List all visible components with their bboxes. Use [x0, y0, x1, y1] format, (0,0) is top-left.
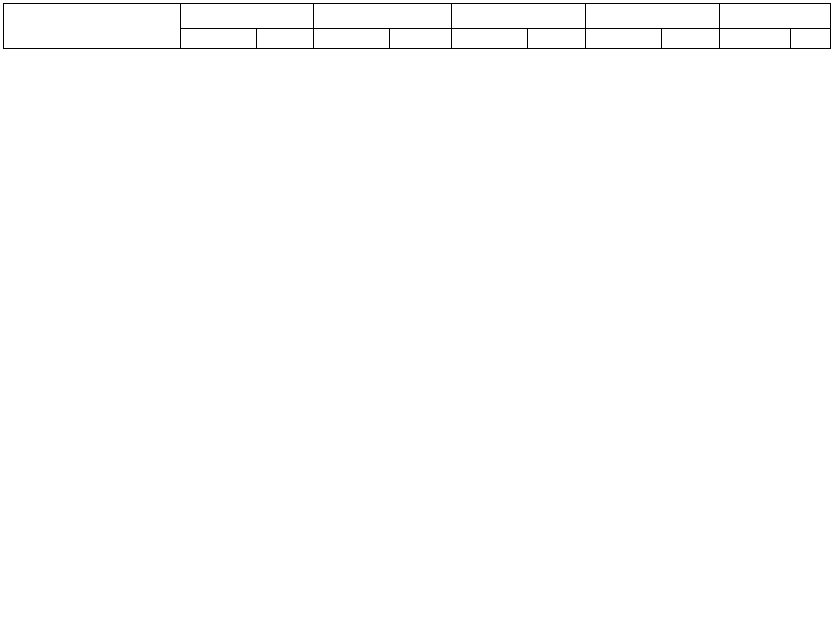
- regions-header: [4, 4, 181, 49]
- date-header: [720, 4, 831, 29]
- weather-header: [390, 29, 452, 49]
- weather-header: [257, 29, 314, 49]
- temp-header: [314, 29, 390, 49]
- date-header: [586, 4, 720, 29]
- temp-header: [452, 29, 528, 49]
- date-header: [181, 4, 314, 29]
- temp-header: [586, 29, 662, 49]
- temp-header: [181, 29, 257, 49]
- date-header: [314, 4, 452, 29]
- weather-header: [662, 29, 720, 49]
- forecast-table: [3, 3, 831, 49]
- temp-header: [720, 29, 791, 49]
- weather-header: [528, 29, 586, 49]
- date-header: [452, 4, 586, 29]
- weather-header: [791, 29, 831, 49]
